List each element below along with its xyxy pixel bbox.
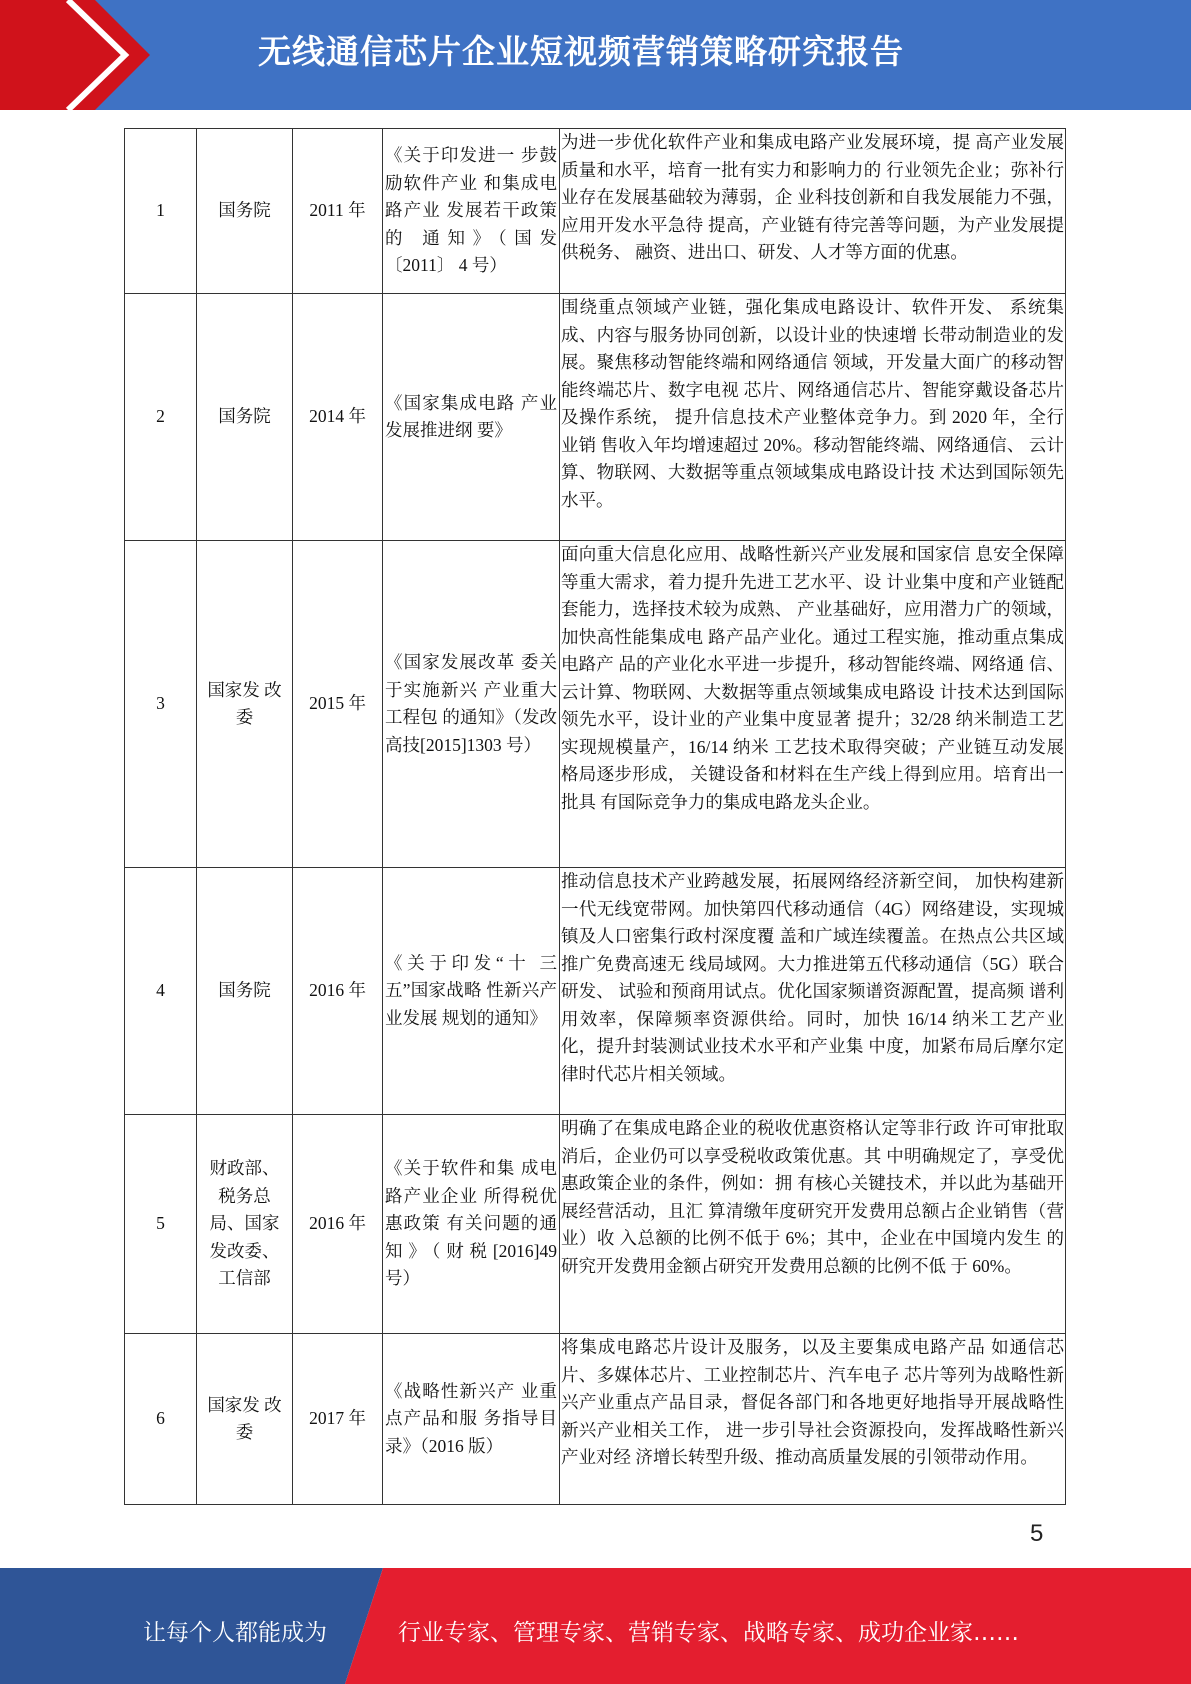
- policy-document: 《关于印发“十 三五”国家战略 性新兴产业发展 规划的通知》: [383, 868, 560, 1115]
- issue-year: 2016 年: [293, 868, 383, 1115]
- table-row: [125, 1115, 1066, 1334]
- header-arrow-decoration: [0, 0, 150, 110]
- page-number: 5: [1030, 1520, 1044, 1547]
- issuing-agency: 国务院: [197, 868, 293, 1115]
- issue-year: 2015 年: [293, 541, 383, 868]
- row-number: 3: [125, 541, 197, 868]
- issuing-agency: 财政部、 税务总 局、国家 发改委、 工信部: [197, 1115, 293, 1334]
- table-row: [125, 129, 1066, 294]
- policy-content: 明确了在集成电路企业的税收优惠资格认定等非行政 许可审批取消后，企业仍可以享受税收政策优惠。其 中明确规定了，享受优惠政策企业的条件，例如：拥 有核心关键技术，并以此为基础开展经营活动，且汇 算清缴年度研究开发费用总额占企业销售（营业）收 入总额的比例不低于 6%；其中，企业在中国境内发生 的研究开发费用金额占研究开发费用总额的比例不低 于 60%。: [560, 1115, 1066, 1334]
- policy-content: 围绕重点领域产业链，强化集成电路设计、软件开发、 系统集成、内容与服务协同创新，以设计业的快速增 长带动制造业的发展。聚焦移动智能终端和网络通信 领域，开发量大面广的移动智能终端芯片、数字电视 芯片、网络通信芯片、智能穿戴设备芯片及操作系统， 提升信息技术产业整体竞争力。到 2020 年，全行业销 售收入年均增速超过 20%。移动智能终端、网络通信、 云计算、物联网、大数据等重点领域集成电路设计技 术达到国际领先水平。: [560, 294, 1066, 541]
- report-title: 无线通信芯片企业短视频营销策略研究报告: [258, 32, 904, 71]
- issue-year: 2011 年: [293, 129, 383, 294]
- page-header: [0, 0, 1191, 110]
- table-row: [125, 1334, 1066, 1505]
- policy-content: 将集成电路芯片设计及服务，以及主要集成电路产品 如通信芯片、多媒体芯片、工业控制芯片、汽车电子 芯片等列为战略性新兴产业重点产品目录，督促各部门和各地更好地指导开展战略性新兴产业相关工作， 进一步引导社会资源投向，发挥战略性新兴产业对经 济增长转型升级、推动高质量发展的引领带动作用。: [560, 1334, 1066, 1505]
- issuing-agency: 国务院: [197, 294, 293, 541]
- table-row: [125, 294, 1066, 541]
- policy-document: 《关于软件和集 成电路产业企业 所得税优惠政策 有关问题的通 知》（财税[2016]49 号）: [383, 1115, 560, 1334]
- policy-content: 面向重大信息化应用、战略性新兴产业发展和国家信 息安全保障等重大需求，着力提升先进工艺水平、设 计业集中度和产业链配套能力，选择技术较为成熟、 产业基础好，应用潜力广的领域，加快高性能集成电 路产品产业化。通过工程实施，推动重点集成电路产 品的产业化水平进一步提升，移动智能终端、网络通 信、云计算、物联网、大数据等重点领域集成电路设 计技术达到国际领先水平，设计业的产业集中度显著 提升；32/28 纳米制造工艺实现规模量产，16/14 纳米 工艺技术取得突破；产业链互动发展格局逐步形成， 关键设备和材料在生产线上得到应用。培育出一批具 有国际竞争力的集成电路龙头企业。: [560, 541, 1066, 868]
- table-row: [125, 868, 1066, 1115]
- issue-year: 2016 年: [293, 1115, 383, 1334]
- footer-slogan-left: 让每个人都能成为: [143, 1620, 327, 1646]
- issue-year: 2017 年: [293, 1334, 383, 1505]
- policy-content: 推动信息技术产业跨越发展，拓展网络经济新空间， 加快构建新一代无线宽带网。加快第四代移动通信（4G）网络建设，实现城镇及人口密集行政村深度覆 盖和广域连续覆盖。在热点公共区域推广免费高速无 线局域网。大力推进第五代移动通信（5G）联合研发、 试验和预商用试点。优化国家频谱资源配置，提高频 谱利用效率，保障频率资源供给。同时，加快 16/14 纳米工艺产业化，提升封装测试业技术水平和产业集 中度，加紧布局后摩尔定律时代芯片相关领域。: [560, 868, 1066, 1115]
- footer-slogan-right: 行业专家、管理专家、营销专家、战略专家、成功企业家……: [398, 1620, 1019, 1646]
- policy-document: 《关于印发进一 步鼓励软件产业 和集成电路产业 发展若干政策的 通知》（国发〔2011〕 4 号）: [383, 129, 560, 294]
- policy-document: 《战略性新兴产 业重点产品和服 务指导目录》（2016 版）: [383, 1334, 560, 1505]
- policy-document: 《国家集成电路 产业发展推进纲 要》: [383, 294, 560, 541]
- row-number: 2: [125, 294, 197, 541]
- issuing-agency: 国务院: [197, 129, 293, 294]
- issue-year: 2014 年: [293, 294, 383, 541]
- row-number: 5: [125, 1115, 197, 1334]
- policy-content: 为进一步优化软件产业和集成电路产业发展环境，提 高产业发展质量和水平，培育一批有实力和影响力的 行业领先企业；弥补行业存在发展基础较为薄弱，企 业科技创新和自我发展能力不强，应用开发水平急待 提高，产业链有待完善等问题，为产业发展提供税务、 融资、进出口、研发、人才等方面的优惠。: [560, 129, 1066, 294]
- row-number: 1: [125, 129, 197, 294]
- row-number: 4: [125, 868, 197, 1115]
- issuing-agency: 国家发 改委: [197, 1334, 293, 1505]
- policy-table: [124, 128, 1066, 1505]
- issuing-agency: 国家发 改委: [197, 541, 293, 868]
- row-number: 6: [125, 1334, 197, 1505]
- policy-document: 《国家发展改革 委关于实施新兴 产业重大工程包 的通知》（发改 高技[2015]1303 号）: [383, 541, 560, 868]
- table-row: [125, 541, 1066, 868]
